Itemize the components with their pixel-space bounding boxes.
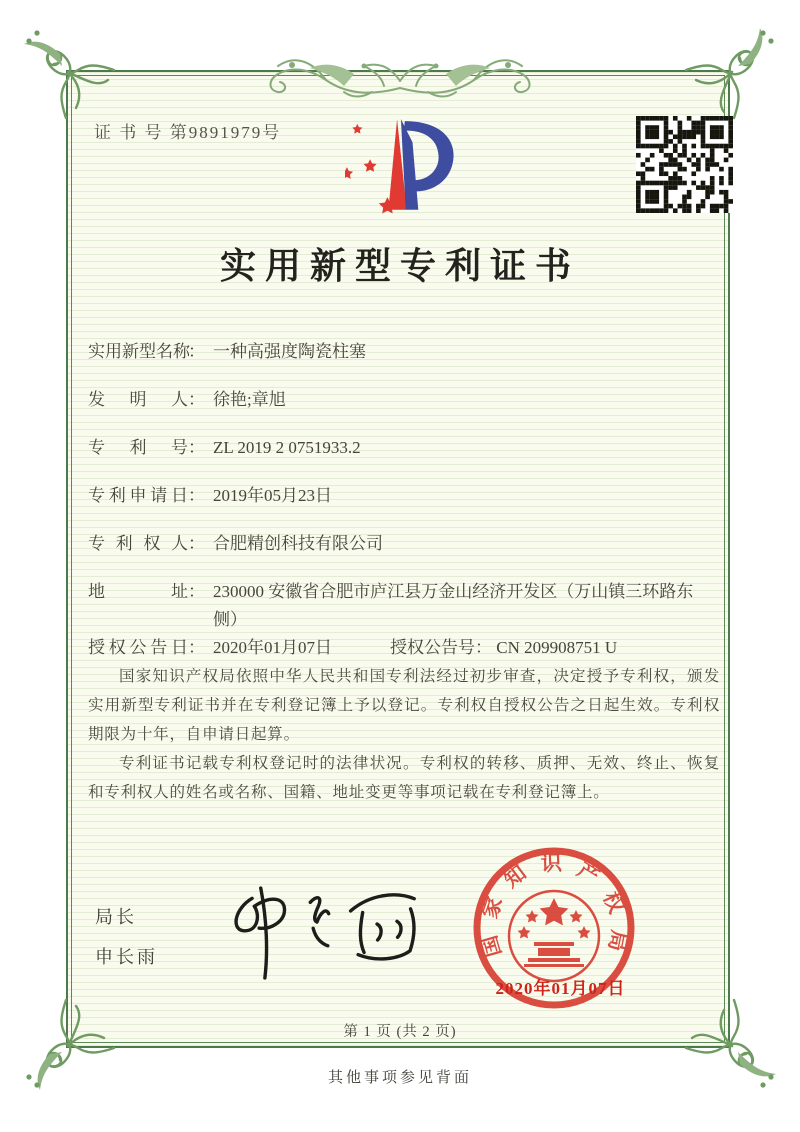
signature-icon [215,868,425,983]
field-colon: ： [475,638,492,657]
cnipa-logo-icon [345,112,480,216]
signer-title: 局长 [95,907,137,927]
field-value: 一种高强度陶瓷柱塞 [213,342,366,361]
back-note: 其他事项参见背面 [327,1070,472,1086]
field-label: 发明人 [88,390,188,409]
grant-number-group [390,634,617,662]
field-row-address [88,578,718,634]
field-value: 合肥精创科技有限公司 [213,534,383,553]
legal-text [88,662,720,807]
field-label: 实用新型名称 [88,342,190,361]
field-row-patent-number [88,434,361,462]
field-label: 专利申请日 [88,486,188,505]
field-colon: ： [188,582,205,601]
field-row-name [88,338,366,366]
field-colon: ： [188,486,205,505]
field-value: ZL 2019 2 0751933.2 [213,438,361,457]
certificate-number: 证 书 号 第9891979号 [94,123,282,142]
grant-date-value: 2020年01月07日 [213,638,332,657]
field-colon: ： [188,438,205,457]
field-colon: ： [188,390,205,409]
field-value: 2019年05月23日 [213,486,332,505]
field-label: 地址 [88,582,188,601]
field-label: 授权公告日 [88,638,188,657]
page-number: 第 1 页 (共 2 页) [343,1024,457,1040]
top-flourish-icon [250,36,550,106]
field-colon: ： [188,534,205,553]
field-colon: ： [188,638,205,657]
signer-name: 申长雨 [95,947,158,967]
field-value: 徐艳;章旭 [213,390,286,409]
qr-code [636,116,733,213]
legal-paragraph-2: 专利证书记载专利权登记时的法律状况。专利权的转移、质押、无效、终止、恢复和专利权人的姓名或名称、国籍、地址变更等事项记载在专利登记簿上。 [88,755,720,801]
field-label: 专利号 [88,438,188,457]
grant-number-value: CN 209908751 U [496,638,618,657]
field-value: 230000 安徽省合肥市庐江县万金山经济开发区（万山镇三环路东侧） [213,582,694,629]
field-row-patentee [88,530,383,558]
field-label: 专利权人 [88,534,188,553]
field-label: 授权公告号 [390,638,475,657]
legal-paragraph-1: 国家知识产权局依照中华人民共和国专利法经过初步审查，决定授予专利权，颁发实用新型专利证书并在专利登记簿上予以登记。专利权自授权公告之日起生效。专利权期限为十年，自申请日起算。 [88,668,720,743]
corner-ornament-icon [684,20,784,120]
field-row-inventor [88,386,286,414]
signer-block [95,903,158,983]
field-row-grant [88,634,618,662]
field-colon: ： [188,342,205,361]
corner-ornament-icon [16,20,116,120]
certificate-title: 实用新型专利证书 [219,246,580,286]
field-row-filing-date [88,482,332,510]
seal-date: 2020年01月07日 [495,979,626,998]
seal-text: 国家知识产权局 [477,850,632,960]
